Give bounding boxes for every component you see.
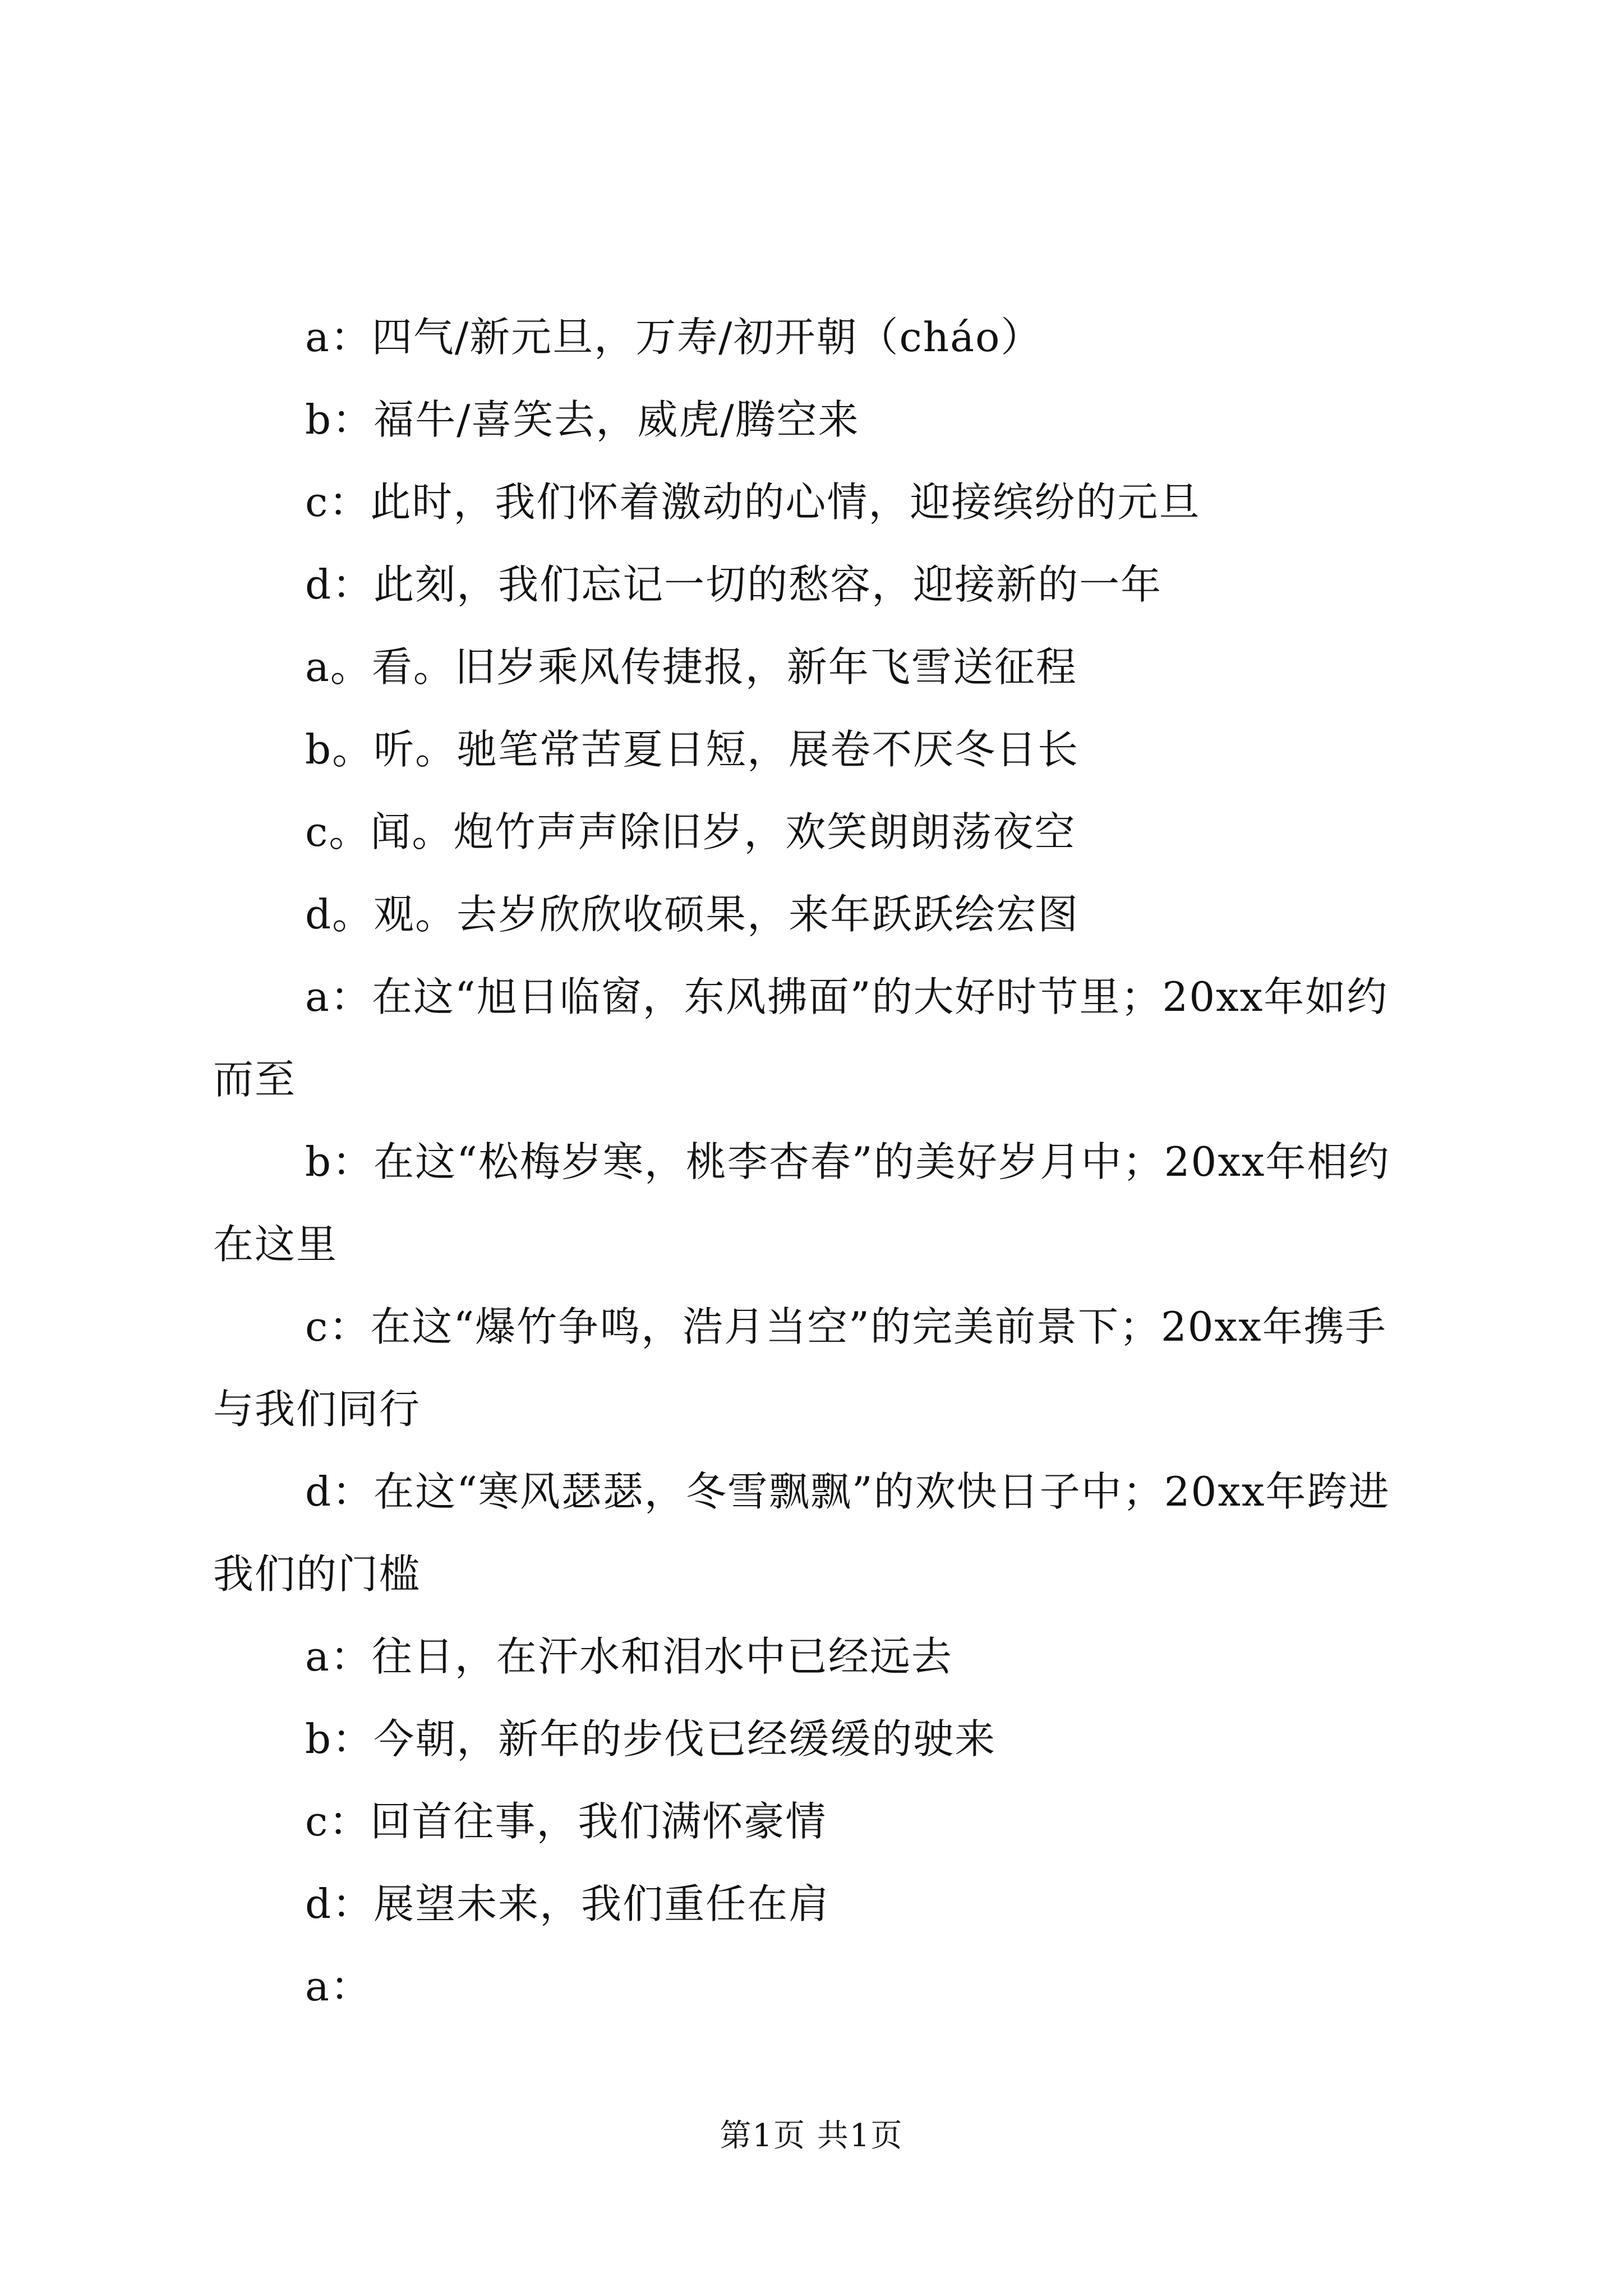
paragraph: d：展望未来，我们重任在肩	[305, 1880, 831, 1927]
paragraph: a：四气/新元旦，万寿/初开朝（cháo）	[305, 314, 1043, 361]
paragraph: c。闻。炮竹声声除旧岁，欢笑朗朗荡夜空	[305, 808, 1076, 855]
paragraph: a：往日，在汗水和泪水中已经远去	[305, 1633, 953, 1680]
page-footer: 第1页 共1页	[720, 2118, 903, 2154]
paragraph: c：此时，我们怀着激动的心情，迎接缤纷的元旦	[305, 478, 1201, 526]
paragraph: d：此刻，我们忘记一切的愁容，迎接新的一年	[305, 561, 1163, 608]
paragraph: c：在这“爆竹争鸣，浩月当空”的完美前景下；20xx年携手与我们同行	[213, 1303, 1387, 1433]
paragraph: d：在这“寒风瑟瑟，冬雪飘飘”的欢快日子中；20xx年跨进我们的门槛	[213, 1468, 1390, 1598]
paragraph: b。听。驰笔常苦夏日短，展卷不厌冬日长	[305, 726, 1080, 773]
paragraph: b：在这“松梅岁寒，桃李杏春”的美好岁月中；20xx年相约在这里	[213, 1138, 1390, 1268]
paragraph: a。看。旧岁乘风传捷报，新年飞雪送征程	[305, 643, 1077, 691]
paragraph: a：在这“旭日临窗，东风拂面”的大好时节里；20xx年如约而至	[213, 973, 1389, 1103]
paragraph: b：今朝，新年的步伐已经缓缓的驶来	[305, 1715, 997, 1763]
paragraph: c：回首往事，我们满怀豪情	[305, 1798, 827, 1845]
paragraph: b：福牛/喜笑去，威虎/腾空来	[305, 396, 860, 443]
paragraph: a：	[305, 1963, 372, 2010]
paragraph: d。观。去岁欣欣收硕果，来年跃跃绘宏图	[305, 891, 1080, 938]
document-body	[213, 296, 1424, 2028]
